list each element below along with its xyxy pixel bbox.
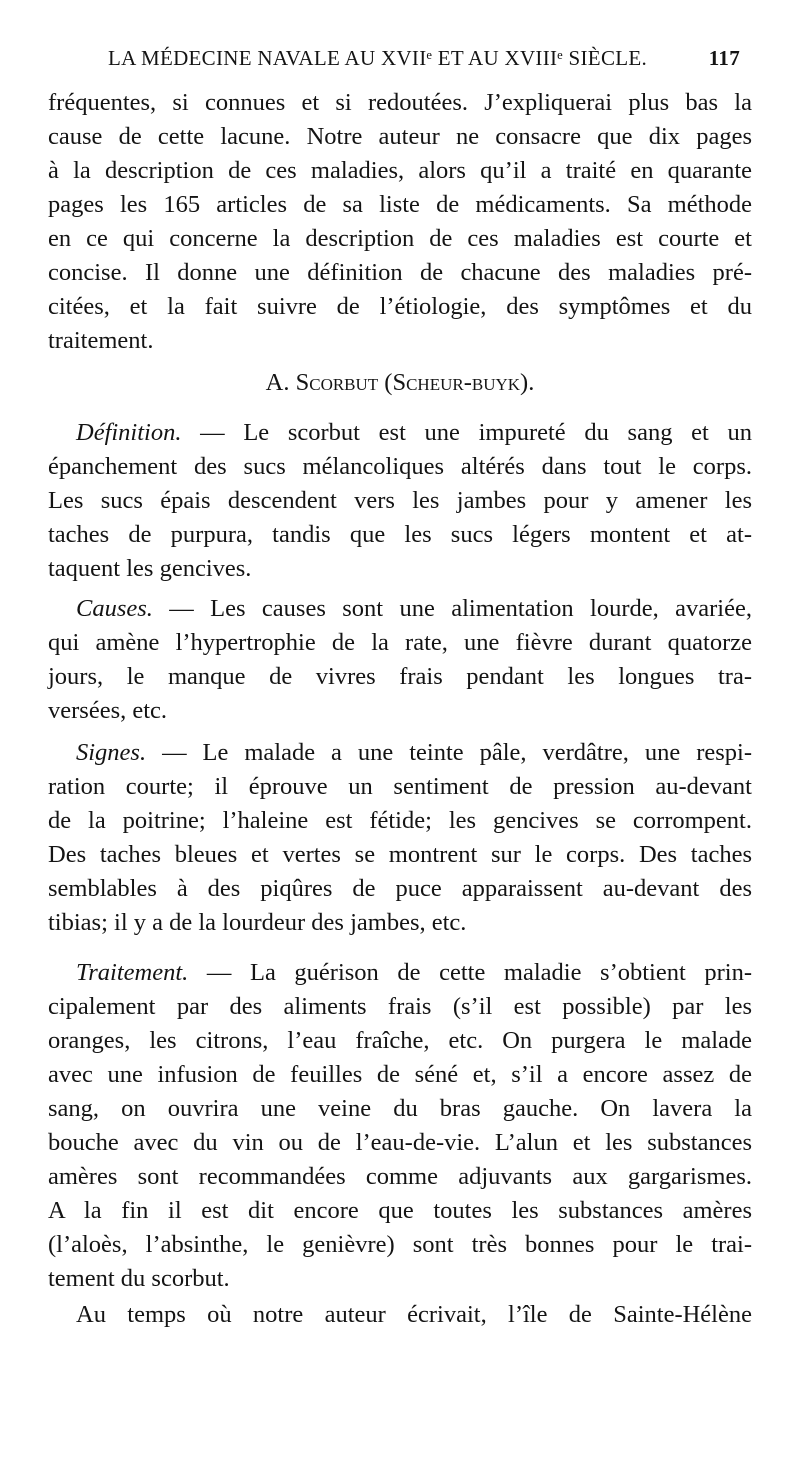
text-line: en ce qui concerne la description de ces maladies est courte et xyxy=(48,225,752,252)
text-line: bouche avec du vin ou de l’eau-de-vie. L’alun et les substances xyxy=(48,1129,752,1156)
definition-label: Définition. xyxy=(76,419,182,446)
text-line: à la description de ces maladies, alors qu’il a traité en quarante xyxy=(48,157,752,184)
text-line: sang, on ouvrira une veine du bras gauche. On lavera la xyxy=(48,1095,752,1122)
page-number: 117 xyxy=(708,46,740,70)
text-line: cause de cette lacune. Notre auteur ne consacre que dix pages xyxy=(48,123,752,150)
closing-line: Au temps où notre auteur écrivait, l’île de Sainte-Hélène xyxy=(76,1301,752,1328)
text-line: avec une infusion de feuilles de séné et, s’il a encore assez de xyxy=(48,1061,752,1088)
running-header xyxy=(48,38,748,78)
traitement-label: Traitement. xyxy=(76,959,189,986)
definition-first-line-text: — Le scorbut est une impureté du sang et un xyxy=(181,419,752,446)
text-line: oranges, les citrons, l’eau fraîche, etc. On purgera le malade xyxy=(48,1027,752,1054)
text-line: ration courte; il éprouve un sentiment de pression au-devant xyxy=(48,773,752,800)
text-line: Les sucs épais descendent vers les jambes pour y amener les xyxy=(48,487,752,514)
text-line: Des taches bleues et vertes se montrent sur le corps. Des taches xyxy=(48,841,752,868)
section-heading xyxy=(48,366,752,406)
text-line: jours, le manque de vivres frais pendant les longues tra- xyxy=(48,663,752,690)
causes-first-line-text: — Les causes sont une alimentation lourde, avariée, xyxy=(152,595,752,622)
section-heading-text: A. Scorbut (Scheur-buyk). xyxy=(265,369,535,396)
text-line: taquent les gencives. xyxy=(48,555,252,582)
causes-label: Causes. xyxy=(76,595,153,622)
signes-label: Signes. xyxy=(76,739,147,766)
text-line: versées, etc. xyxy=(48,697,168,724)
text-line: qui amène l’hypertrophie de la rate, une fièvre durant quatorze xyxy=(48,629,752,656)
text-line: A la fin il est dit encore que toutes les substances amères xyxy=(48,1197,752,1224)
signes-first-line-text: — Le malade a une teinte pâle, verdâtre, une respi- xyxy=(146,739,752,766)
text-line: de la poitrine; l’haleine est fétide; les gencives se corrompent. xyxy=(48,807,752,834)
traitement-first-line-text: — La guérison de cette maladie s’obtient prin- xyxy=(188,959,752,986)
text-line: (l’aloès, l’absinthe, le genièvre) sont très bonnes pour le trai- xyxy=(48,1231,752,1258)
text-line: semblables à des piqûres de puce apparaissent au-devant des xyxy=(48,875,752,902)
text-line: citées, et la fait suivre de l’étiologie, des symptômes et du xyxy=(48,293,752,320)
running-title: LA MÉDECINE NAVALE AU XVIIᵉ ET AU XVIIIᵉ SIÈCLE. xyxy=(108,46,648,70)
text-line: traitement. xyxy=(48,327,154,354)
text-line: tibias; il y a de la lourdeur des jambes, etc. xyxy=(48,909,467,936)
text-line: concise. Il donne une définition de chacune des maladies pré- xyxy=(48,259,752,286)
text-line: amères sont recommandées comme adjuvants aux gargarismes. xyxy=(48,1163,752,1190)
text-line: taches de purpura, tandis que les sucs légers montent et at- xyxy=(48,521,752,548)
text-line: cipalement par des aliments frais (s’il est possible) par les xyxy=(48,993,752,1020)
text-line: tement du scorbut. xyxy=(48,1265,230,1292)
text-line: fréquentes, si connues et si redoutées. J’expliquerai plus bas la xyxy=(48,89,752,116)
text-line: épanchement des sucs mélancoliques altérés dans tout le corps. xyxy=(48,453,752,480)
text-line: pages les 165 articles de sa liste de médicaments. Sa méthode xyxy=(48,191,752,218)
